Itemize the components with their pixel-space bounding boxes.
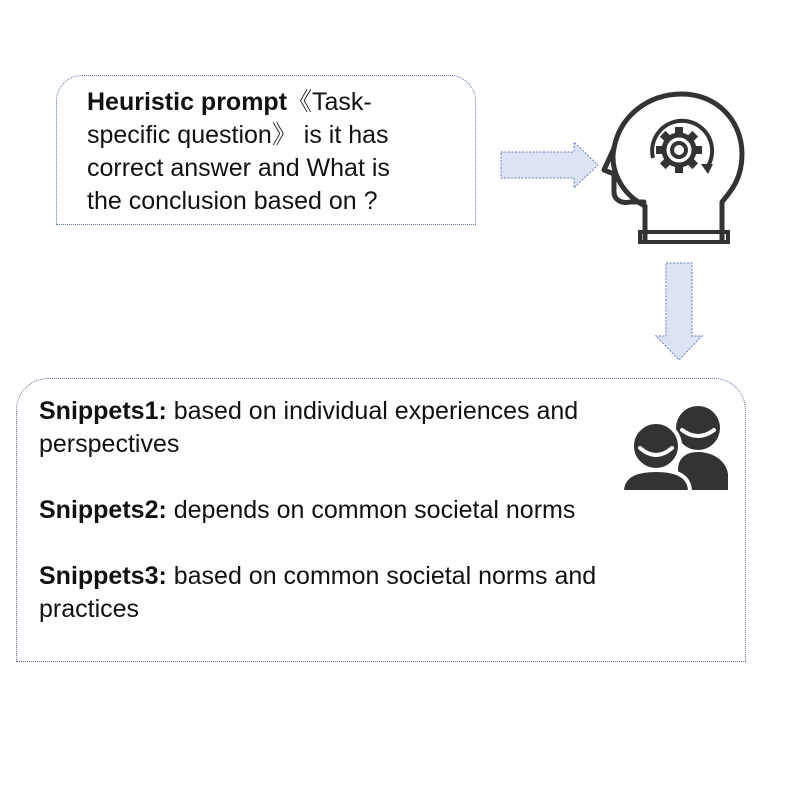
prompt-bold-label: Heuristic prompt [87, 88, 288, 116]
prompt-line-2: specific question》 is it has [87, 121, 389, 149]
head-gear-icon [600, 80, 750, 250]
prompt-line-3: correct answer and What is [87, 154, 390, 182]
snippet-3-text: based on common societal norms and [166, 562, 597, 590]
snippet-1-label: Snippets1: [39, 397, 167, 425]
snippet-3-line-1 [39, 560, 725, 593]
snippet-3-line-2: practices [39, 595, 140, 623]
snippet-2-label: Snippets2: [39, 496, 167, 524]
arrow-down-icon [654, 262, 704, 362]
heuristic-prompt-box [56, 75, 476, 225]
arrow-right-icon [500, 140, 600, 190]
snippet-1-text: based on individual experiences and [166, 397, 579, 425]
prompt-line-1 [87, 86, 447, 119]
prompt-line-1-rest: 《Task- [287, 88, 372, 116]
snippet-2-text: depends on common societal norms [166, 496, 576, 524]
people-icon [620, 398, 732, 494]
prompt-line-4: the conclusion based on ? [87, 187, 378, 215]
snippet-2 [39, 494, 725, 527]
snippet-3 [39, 560, 725, 626]
snippet-1-line-2: perspectives [39, 430, 180, 458]
snippet-2-line-1 [39, 494, 725, 527]
snippet-3-label: Snippets3: [39, 562, 167, 590]
